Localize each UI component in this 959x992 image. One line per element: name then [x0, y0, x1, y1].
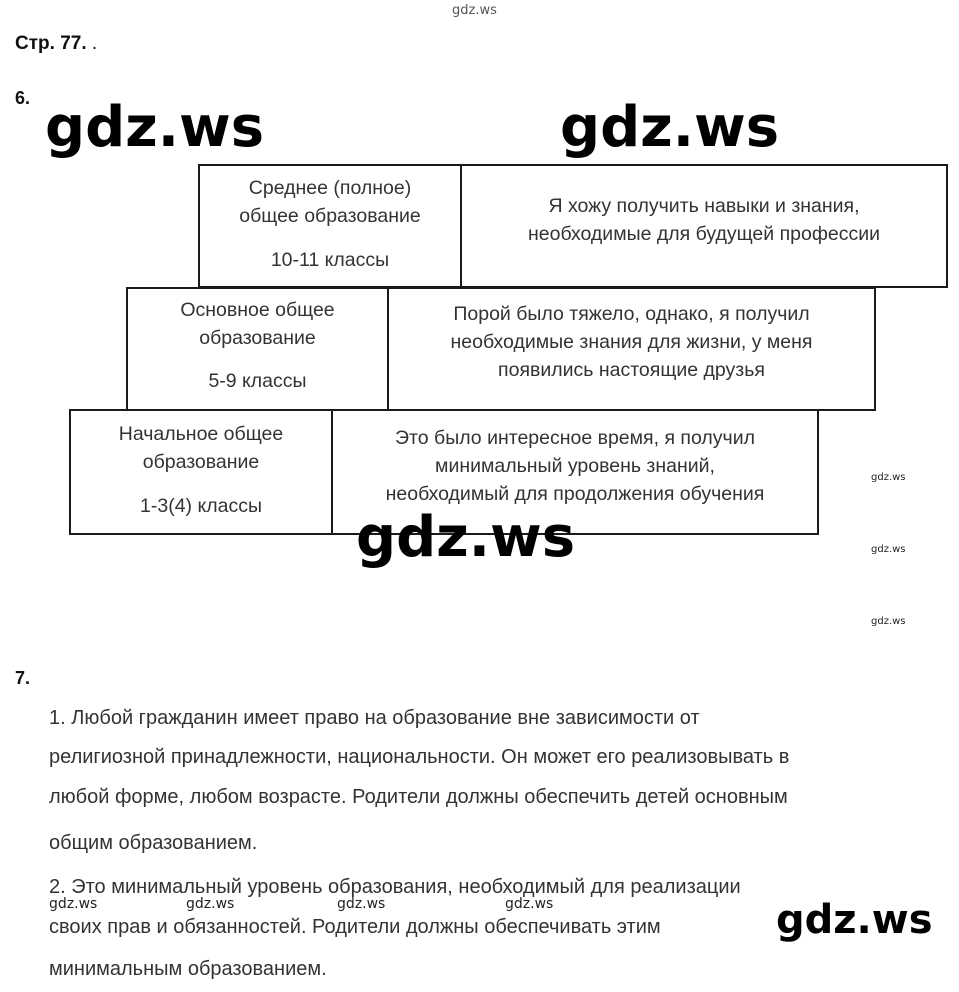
- watermark-large-left: gdz.ws: [45, 95, 265, 160]
- level-top-note-cell: [460, 164, 948, 288]
- level-middle-name-line-1: Основное общее: [180, 299, 335, 321]
- watermark-small-right-3: gdz.ws: [871, 616, 906, 627]
- page-label-dots: .: [91, 33, 98, 54]
- task7-line-4: общим образованием.: [49, 832, 258, 854]
- level-top-name-line-2: общее образование: [239, 205, 421, 227]
- level-bottom-note-line-2: минимальный уровень знаний,: [435, 455, 715, 477]
- watermark-small-bottom-1: gdz.ws: [49, 896, 98, 912]
- watermark-small-bottom-4: gdz.ws: [505, 896, 554, 912]
- level-middle-note-line-2: необходимые знания для жизни, у меня: [450, 331, 813, 353]
- level-top-grades: 10-11 классы: [270, 249, 390, 271]
- level-middle-name-line-2: образование: [199, 327, 316, 349]
- level-bottom-grades: 1-3(4) классы: [140, 495, 262, 517]
- level-middle-grades: 5-9 классы: [208, 370, 307, 392]
- task7-line-7: минимальным образованием.: [49, 958, 327, 980]
- page-label: [15, 33, 97, 55]
- level-top-name-line-1: Среднее (полное): [248, 177, 412, 199]
- watermark-large-right: gdz.ws: [560, 95, 780, 160]
- task7-line-1: 1. Любой гражданин имеет право на образование вне зависимости от: [49, 707, 700, 729]
- level-bottom-name-cell: [69, 409, 333, 535]
- level-top-note-line-1: Я хожу получить навыки и знания,: [548, 195, 860, 217]
- task7-line-3: любой форме, любом возрасте. Родители должны обеспечить детей основным: [49, 786, 788, 808]
- watermark-large-center: gdz.ws: [356, 505, 576, 570]
- level-middle-note-line-3: появились настоящие друзья: [498, 359, 765, 381]
- level-top-name-cell: [198, 164, 462, 288]
- watermark-top: gdz.ws: [452, 3, 497, 18]
- task7-number: 7.: [15, 668, 31, 688]
- level-bottom-name-line-2: образование: [142, 451, 260, 473]
- level-middle-note-cell: [387, 287, 876, 411]
- level-bottom-note-line-1: Это было интересное время, я получил: [395, 427, 755, 449]
- watermark-small-right-1: gdz.ws: [871, 472, 906, 483]
- task6-number: 6.: [15, 88, 31, 108]
- task7-line-5: 2. Это минимальный уровень образования, необходимый для реализации: [49, 876, 741, 898]
- page-label-text: Стр. 77.: [15, 33, 87, 54]
- task7-line-2: религиозной принадлежности, национальности. Он может его реализовывать в: [49, 746, 790, 768]
- level-bottom-note-line-3: необходимый для продолжения обучения: [385, 483, 765, 505]
- watermark-small-bottom-2: gdz.ws: [186, 896, 235, 912]
- watermark-small-bottom-3: gdz.ws: [337, 896, 386, 912]
- task7-line-6: своих прав и обязанностей. Родители должны обеспечивать этим: [49, 916, 661, 938]
- level-middle-name-cell: [126, 287, 389, 411]
- watermark-small-right-2: gdz.ws: [871, 544, 906, 555]
- level-middle-note-line-1: Порой было тяжело, однако, я получил: [453, 303, 810, 325]
- level-top-note-line-2: необходимые для будущей профессии: [528, 223, 880, 245]
- watermark-large-bottom-right: gdz.ws: [776, 897, 933, 943]
- level-bottom-name-line-1: Начальное общее: [118, 423, 284, 445]
